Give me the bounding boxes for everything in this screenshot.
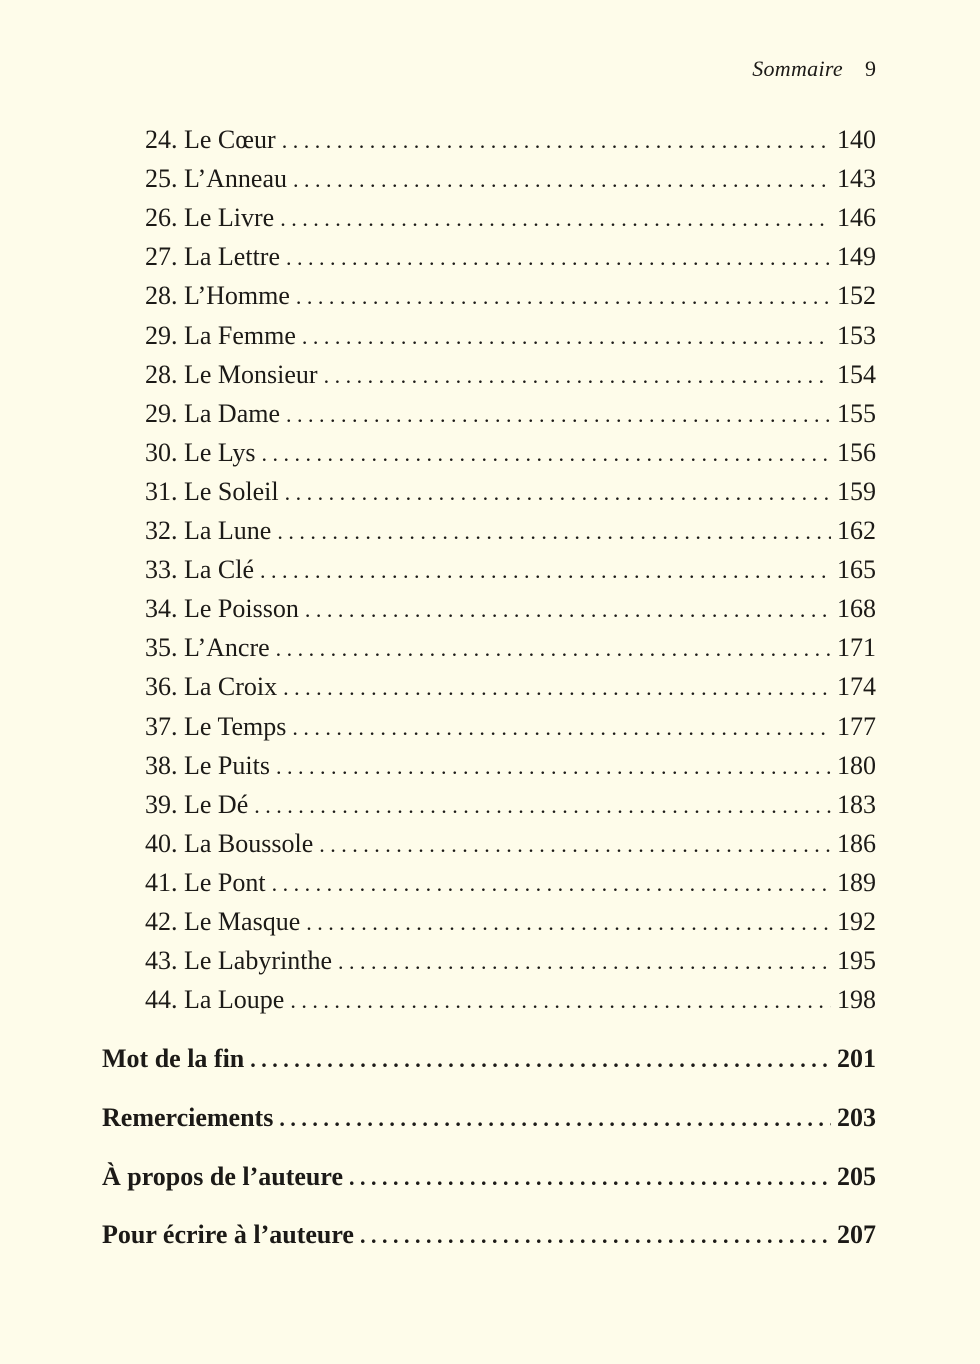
toc-entry-title: 32. La Lune [145, 516, 272, 545]
dot-leader [286, 395, 831, 435]
toc-entry-chapter [145, 980, 876, 1020]
toc-entry-chapter [145, 667, 876, 707]
toc-entry-title: 36. La Croix [145, 672, 278, 702]
toc-entry-chapter [145, 355, 876, 395]
toc-entry-section [102, 1098, 876, 1138]
dot-leader [296, 277, 831, 317]
dot-leader [277, 512, 831, 552]
toc-entry-page: 162 [837, 516, 876, 545]
toc-section-title: Pour écrire à l’auteure [102, 1220, 354, 1249]
toc-entry-chapter [145, 237, 876, 277]
dot-leader [290, 981, 831, 1021]
dot-leader [254, 786, 831, 826]
dot-leader [360, 1216, 831, 1256]
dot-leader [324, 356, 831, 396]
toc-entry-chapter [145, 863, 876, 903]
toc-entry-chapter [145, 902, 876, 942]
toc-entry-title: 37. Le Temps [145, 711, 287, 741]
toc-section-page: 205 [837, 1162, 876, 1191]
dot-leader [280, 199, 831, 239]
toc-entry-title: 39. Le Dé [145, 789, 249, 819]
toc-entry-title: 38. Le Puits [145, 750, 270, 780]
toc-section-title: Remerciements [102, 1103, 274, 1132]
dot-leader [302, 317, 831, 357]
toc-section-page: 203 [837, 1103, 876, 1132]
toc-entry-page: 174 [837, 672, 876, 702]
toc-entry-page: 155 [837, 398, 876, 428]
dot-leader [349, 1158, 831, 1198]
toc-entry-title: 26. Le Livre [145, 203, 275, 233]
toc-entry-page: 195 [837, 946, 876, 976]
dot-leader [283, 668, 831, 708]
dot-leader [262, 434, 832, 474]
toc-entry-title: 29. La Femme [145, 320, 296, 350]
toc-entry-page: 168 [837, 594, 876, 624]
toc-entry-chapter [145, 159, 876, 199]
toc-entry-title: 28. L’Homme [145, 281, 290, 311]
toc-entry-page: 171 [837, 633, 876, 663]
toc-entry-page: 192 [837, 907, 876, 936]
toc-entry-title: 33. La Clé [145, 555, 255, 585]
toc-entry-section [102, 1157, 876, 1197]
toc-entry-page: 198 [837, 985, 876, 1015]
toc-entry-section [102, 1039, 876, 1079]
dot-leader [306, 903, 831, 943]
dot-leader [250, 1040, 831, 1080]
toc-entry-title: 24. Le Cœur [145, 125, 276, 154]
toc-entry-page: 154 [837, 359, 876, 389]
toc-entry-page: 140 [837, 125, 876, 154]
toc-entry-chapter [145, 276, 876, 316]
toc-entry-section [102, 1215, 876, 1255]
toc-entry-chapter [145, 198, 876, 238]
toc-entry-title: 41. Le Pont [145, 867, 266, 897]
dot-leader [279, 1099, 831, 1139]
dot-leader [286, 238, 831, 278]
toc-entry-page: 149 [837, 242, 876, 272]
dot-leader [293, 160, 831, 200]
page-number: 9 [865, 56, 876, 81]
toc-entry-chapter [145, 433, 876, 473]
dot-leader [282, 121, 831, 161]
toc-section-title: À propos de l’auteure [102, 1162, 343, 1191]
toc-entry-page: 153 [837, 320, 876, 350]
toc-section-title: Mot de la fin [102, 1044, 245, 1073]
running-head-section: Sommaire [752, 56, 843, 81]
toc-entry-page: 159 [837, 476, 876, 506]
dot-leader [305, 590, 831, 630]
toc-entry-title: 35. L’Ancre [145, 633, 270, 663]
toc-entry-title: 29. La Dame [145, 398, 281, 428]
toc-entry-page: 152 [837, 281, 876, 311]
toc-entry-chapter [145, 746, 876, 786]
dot-leader [292, 708, 831, 748]
toc-entry-chapter [145, 941, 876, 981]
toc-entry-chapter [145, 316, 876, 356]
toc-entry-page: 165 [837, 555, 876, 585]
dot-leader [272, 864, 831, 904]
running-head [752, 56, 876, 82]
toc-entry-page: 189 [837, 867, 876, 897]
dot-leader [276, 747, 831, 787]
toc-entry-title: 40. La Boussole [145, 828, 314, 858]
dot-leader [276, 629, 831, 669]
toc-entry-page: 156 [837, 437, 876, 467]
toc-entry-title: 28. Le Monsieur [145, 359, 318, 389]
toc-entry-chapter [145, 707, 876, 747]
dot-leader [260, 551, 831, 591]
toc-entry-chapter [145, 824, 876, 864]
toc-entry-chapter [145, 785, 876, 825]
dot-leader [338, 942, 831, 982]
toc-entry-page: 177 [837, 711, 876, 741]
toc-entry-title: 25. L’Anneau [145, 164, 288, 194]
toc-entry-chapter [145, 550, 876, 590]
toc-entry-title: 27. La Lettre [145, 242, 280, 272]
toc-section-page: 201 [837, 1044, 876, 1073]
dot-leader [319, 825, 831, 865]
toc-entry-page: 183 [837, 789, 876, 819]
toc-entry-page: 146 [837, 203, 876, 233]
toc-entry-chapter [145, 511, 876, 551]
toc-entry-title: 44. La Loupe [145, 985, 285, 1015]
toc-section-page: 207 [837, 1220, 876, 1249]
toc-entry-page: 186 [837, 828, 876, 858]
toc-entry-title: 43. Le Labyrinthe [145, 946, 332, 976]
toc-entry-title: 30. Le Lys [145, 437, 256, 467]
toc-entry-chapter [145, 628, 876, 668]
toc-entry-page: 180 [837, 750, 876, 780]
toc-entry-chapter [145, 472, 876, 512]
toc-entry-title: 42. Le Masque [145, 907, 301, 936]
toc-entry-title: 34. Le Poisson [145, 594, 299, 624]
toc-entry-page: 143 [837, 164, 876, 194]
toc-entry-chapter [145, 589, 876, 629]
toc-entry-chapter [145, 394, 876, 434]
toc-entry-title: 31. Le Soleil [145, 476, 279, 506]
toc-entry-chapter [145, 120, 876, 160]
dot-leader [285, 473, 831, 513]
